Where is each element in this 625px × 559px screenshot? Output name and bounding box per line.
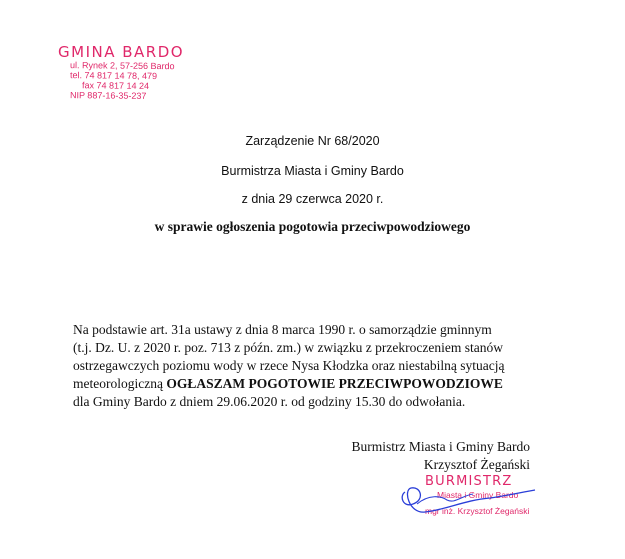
- body-line: Na podstawie art. 31a ustawy z dnia 8 marca 1990 r. o samorządzie gminnym: [73, 322, 492, 337]
- body-line: [73, 375, 520, 393]
- body-line-start: meteorologiczną: [73, 376, 167, 391]
- handwritten-signature-icon: [395, 474, 565, 544]
- announcement-emphasis: OGŁASZAM POGOTOWIE PRZECIWPOWODZIOWE: [166, 376, 503, 391]
- document-date: z dnia 29 czerwca 2020 r.: [241, 192, 384, 206]
- body-line: (t.j. Dz. U. z 2020 r. poz. 713 z późn. zm.) w związku z przekroczeniem stanów: [73, 340, 503, 355]
- body-last-line: dla Gminy Bardo z dniem 29.06.2020 r. od godziny 15.30 do odwołania.: [73, 394, 466, 409]
- institution-stamp: [58, 44, 208, 100]
- body-paragraph: [73, 321, 520, 411]
- stamp-phone: tel. 74 817 14 78, 479: [69, 70, 158, 82]
- mayor-stamp-title: BURMISTRZ: [425, 474, 513, 489]
- document-title: Zarządzenie Nr 68/2020: [245, 134, 380, 148]
- mayor-stamp: [395, 474, 565, 544]
- document-issuer: Burmistrza Miasta i Gminy Bardo: [221, 164, 404, 178]
- signature-block: [330, 438, 530, 474]
- stamp-nip: NIP 887-16-35-237: [69, 90, 147, 101]
- signature-office: Burmistrz Miasta i Gminy Bardo: [351, 439, 530, 454]
- mayor-stamp-person: mgr inż. Krzysztof Żegański: [425, 506, 530, 516]
- mayor-stamp-subtitle: Miasta i Gminy Bardo: [437, 490, 519, 500]
- document-subject: w sprawie ogłoszenia pogotowia przeciwpowodziowego: [154, 219, 471, 234]
- body-line: ostrzegawczych poziomu wody w rzece Nysa Kłodzka oraz niestabilną sytuacją: [73, 358, 505, 373]
- stamp-institution-name: GMINA BARDO: [58, 43, 185, 61]
- stamp-fax: fax 74 817 14 24: [81, 80, 150, 91]
- signature-name: Krzysztof Żegański: [423, 457, 530, 472]
- stamp-address: ul. Rynek 2, 57-256 Bardo: [69, 60, 175, 72]
